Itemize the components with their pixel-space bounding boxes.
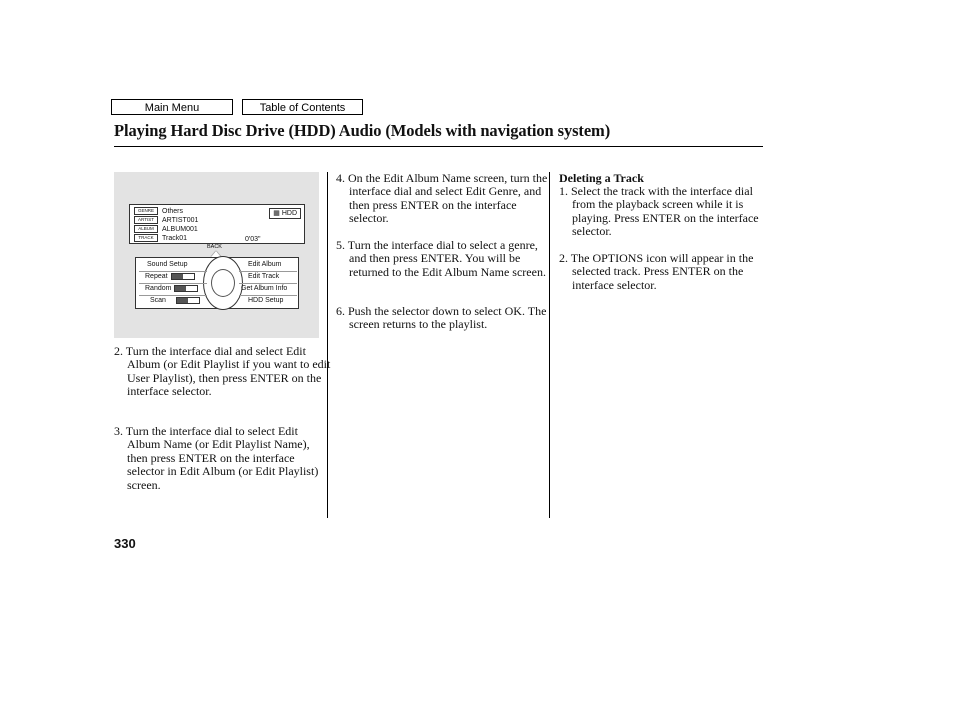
title-rule (114, 146, 763, 147)
table-of-contents-button[interactable]: Table of Contents (242, 99, 363, 115)
main-menu-button[interactable]: Main Menu (111, 99, 233, 115)
screen-row-artist (134, 216, 198, 225)
random-toggle-icon (174, 285, 198, 292)
step-2: 2. Turn the interface dial and select Edit Album (or Edit Playlist if you want to edit User Playlist), then press ENTER on the interface selector. (114, 344, 331, 399)
album-value: ALBUM001 (162, 226, 198, 233)
track-value: Track01 (162, 235, 188, 242)
step-4: 4. On the Edit Album Name screen, turn the interface dial and select Edit Genre, and then press ENTER on the interface selector. (336, 171, 548, 226)
section-heading-deleting-track: Deleting a Track (559, 171, 644, 185)
menu-item-get-album-info[interactable]: Get Album Info (241, 285, 288, 292)
menu-item-edit-track[interactable]: Edit Track (248, 273, 280, 280)
step-3: 3. Turn the interface dial to select Edit Album Name (or Edit Playlist Name), then press ENTER on the interface selector in Edit Album (or Edit Playlist) screen. (114, 424, 319, 492)
scan-label: Scan (150, 297, 166, 304)
hdd-source-badge (269, 208, 301, 219)
audio-screen-figure (114, 172, 319, 338)
screen-row-track (134, 234, 187, 243)
interface-dial-icon (203, 256, 243, 310)
step-5: 5. Turn the interface dial to select a genre, and then press ENTER. You will be returned to the Edit Album Name screen. (336, 238, 546, 279)
screen-row-genre (134, 207, 183, 216)
hdd-badge-label: HDD (281, 210, 297, 217)
menu-item-sound-setup[interactable]: Sound Setup (147, 261, 188, 268)
track-tag: TRACK (134, 234, 158, 242)
menu-item-edit-album[interactable]: Edit Album (248, 261, 282, 268)
genre-tag: GENRE (134, 207, 158, 215)
options-menu (135, 257, 299, 309)
delete-step-1: 1. Select the track with the interface dial from the playback screen while it is playing. Press ENTER on the interface selector. (559, 184, 759, 239)
back-label: BACK (207, 244, 222, 250)
random-label: Random (145, 285, 172, 292)
step-6: 6. Push the selector down to select OK. The screen returns to the playlist. (336, 304, 547, 332)
screen-row-album (134, 225, 198, 234)
playback-screen (129, 204, 305, 244)
artist-value: ARTIST001 (162, 217, 199, 224)
repeat-toggle-icon (171, 273, 195, 280)
menu-item-random[interactable] (145, 284, 198, 294)
artist-tag: ARTIST (134, 216, 158, 224)
album-tag: ALBUM (134, 225, 158, 233)
elapsed-time: 0'03" (245, 236, 261, 243)
page-title: Playing Hard Disc Drive (HDD) Audio (Models with navigation system) (114, 121, 611, 140)
dial-center (211, 269, 235, 297)
hdd-icon: ▦ (273, 210, 280, 217)
page-number: 330 (114, 536, 136, 551)
genre-value: Others (162, 208, 184, 215)
scan-toggle-icon (176, 297, 200, 304)
menu-item-scan[interactable] (150, 296, 200, 306)
repeat-label: Repeat (145, 273, 168, 280)
menu-item-repeat[interactable] (145, 272, 195, 282)
menu-item-hdd-setup[interactable]: HDD Setup (248, 297, 284, 304)
delete-step-2: 2. The OPTIONS icon will appear in the selected track. Press ENTER on the interface selector. (559, 251, 754, 292)
